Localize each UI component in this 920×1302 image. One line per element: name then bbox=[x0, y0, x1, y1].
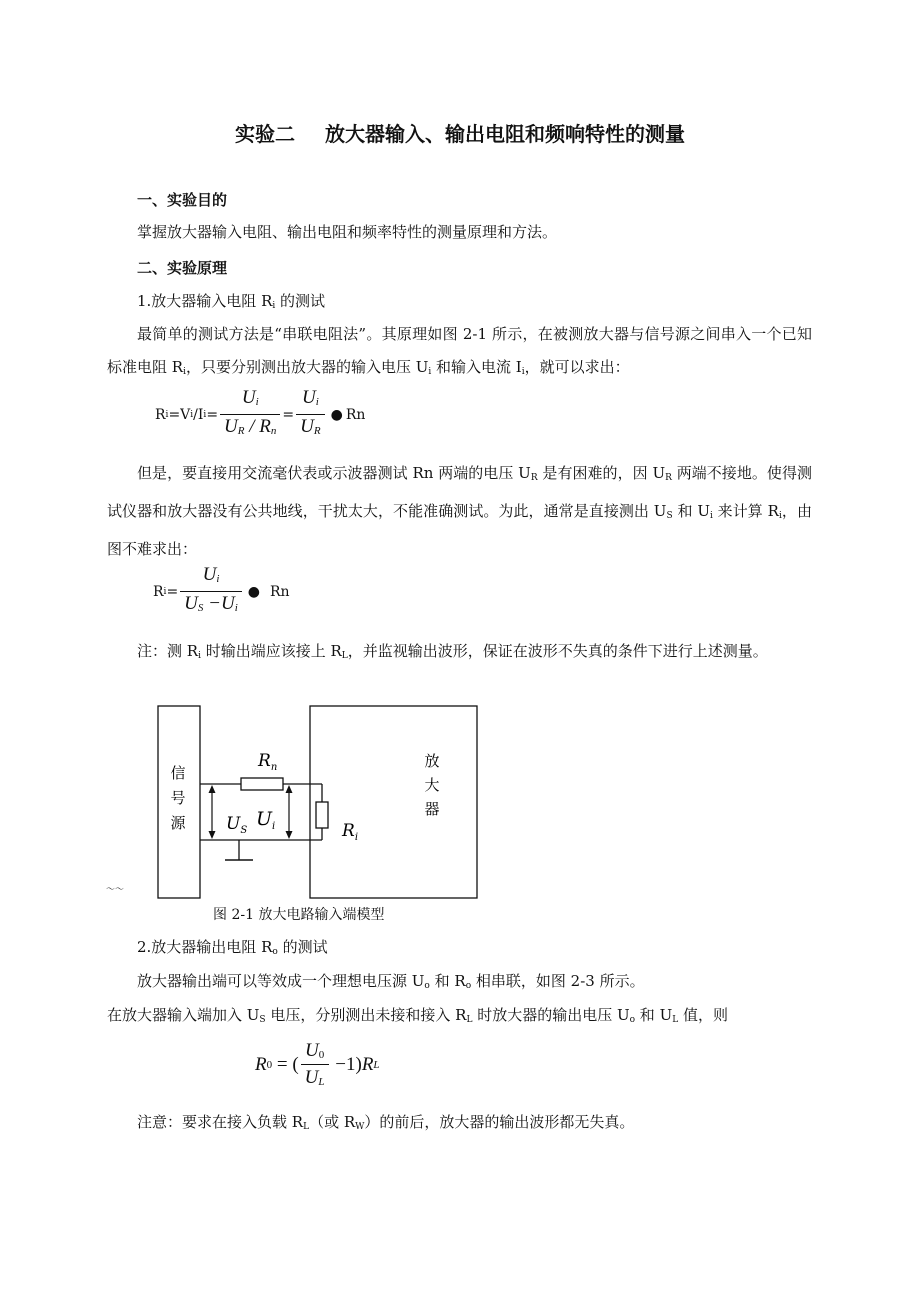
section-heading-purpose: 一、实验目的 bbox=[137, 191, 228, 209]
figure-caption: 图 2-1 放大电路输入端模型 bbox=[213, 907, 385, 923]
paragraph-series-resistor-method: 最简单的测试方法是“串联电阻法”。其原理如图 2-1 所示，在被测放大器与信号源之间串入一个已知标准电阻 $R_i$，只要分别测出放大器的输入电压 $U_i$ 和输入电流 $I_i$，就可以求出： bbox=[107, 325, 812, 377]
resistor-rn bbox=[241, 778, 283, 790]
source-label-char-3: 源 bbox=[170, 814, 186, 832]
paragraph-measurement-difficulty: 但是，要直接用交流毫伏表或示波器测试 Rn 两端的电压 $U_R$ 是有困难的，因 $U_R$ 两端不接地。使得测试仪器和放大器没有公共地线，干扰太大，不能准确测试。为此，通常是直接测出 $U_S$ 和 $U_i$ 来计算 $R_i$，由图不难求出： bbox=[107, 464, 812, 558]
subsection-output-resistance-title: 2.放大器输出电阻 $R_o$ 的测试 bbox=[137, 938, 328, 957]
label-ui: $U_i$ bbox=[256, 808, 276, 832]
amplifier-box bbox=[310, 706, 477, 898]
label-us: $U_S$ bbox=[226, 814, 248, 836]
purpose-text: 掌握放大器输入电阻、输出电阻和频率特性的测量原理和方法。 bbox=[137, 223, 558, 241]
fraction-u0-over-ul: $\frac{U_0}{U_L}$ bbox=[301, 1040, 329, 1089]
multiply-dot: ● bbox=[330, 406, 343, 423]
subsection-input-resistance-title: 1.放大器输入电阻 $R_i$ 的测试 bbox=[137, 292, 326, 311]
source-label-char-1: 信 bbox=[170, 764, 186, 782]
fraction-ui-over-ur-rn: $\frac{U_i}{U_R / R_n}$ bbox=[220, 388, 280, 441]
paragraph-output-measurement: 在放大器输入端加入 $U_S$ 电压，分别测出未接和接入 $R_L$ 时放大器的输出电压 $U_o$ 和 $U_L$ 值，则 bbox=[107, 1006, 728, 1025]
equation-input-resistance-2: R i = $\frac{U_i}{U_S -U_i}$ ● Rn bbox=[153, 565, 290, 618]
figure-input-circuit-model bbox=[100, 700, 490, 905]
amp-label-char-2: 大 bbox=[424, 776, 440, 794]
fraction-ui-over-us-minus-ui: $\frac{U_i}{U_S -U_i}$ bbox=[180, 565, 242, 618]
title-topic: 放大器输入、输出电阻和频响特性的测量 bbox=[325, 122, 685, 146]
note-no-distortion: 注意：要求在接入负载 $R_L$（或 $R_W$）的前后，放大器的输出波形都无失真。 bbox=[137, 1113, 635, 1132]
paragraph-output-model: 放大器输出端可以等效成一个理想电压源 $U_o$ 和 $R_o$ 相串联，如图 2-3 所示。 bbox=[137, 972, 645, 991]
note-measurement-condition: 注：测 $R_i$ 时输出端应该接上 $R_L$，并监视输出波形，保证在波形不失真的条件下进行上述测量。 bbox=[137, 642, 768, 661]
resistor-ri bbox=[316, 802, 328, 828]
title-experiment-number: 实验二 bbox=[235, 122, 295, 146]
page-title bbox=[0, 118, 920, 147]
stray-mark: 〜〜 bbox=[106, 885, 125, 895]
equation-input-resistance-1: R i =V i /I i = $\frac{U_i}{U_R / R_n}$ = $\frac{U_i}{U_R}$ ● Rn bbox=[155, 388, 365, 441]
source-label-char-2: 号 bbox=[170, 789, 186, 807]
label-ri: $R_i$ bbox=[342, 821, 359, 843]
equation-output-resistance: R 0 = ( $\frac{U_0}{U_L}$ −1) R L bbox=[255, 1040, 380, 1088]
amp-label-char-3: 器 bbox=[424, 800, 440, 818]
amp-label-char-1: 放 bbox=[424, 752, 440, 770]
label-rn: $R_n$ bbox=[258, 751, 278, 773]
fraction-ui-over-ur: $\frac{U_i}{U_R}$ bbox=[296, 388, 324, 441]
section-heading-principle: 二、实验原理 bbox=[137, 259, 228, 277]
